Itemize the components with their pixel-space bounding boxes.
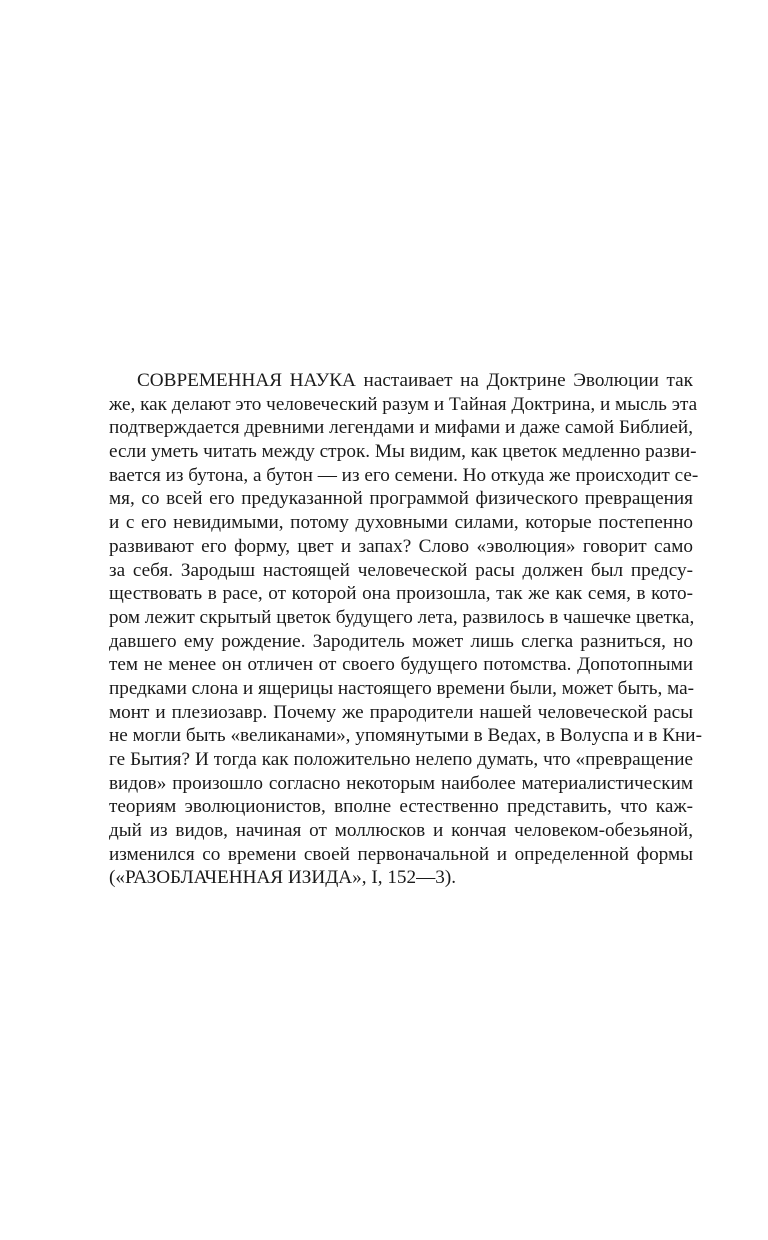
text-line: развивают его форму, цвет и запах? Слово «эволюция» говорит само xyxy=(109,535,693,557)
text-line: предками слона и ящерицы настоящего времени были, может быть, ма- xyxy=(109,677,694,699)
text-line: если уметь читать между строк. Мы видим, как цветок медленно разви- xyxy=(109,441,697,463)
text-line: ром лежит скрытый цветок будущего лета, развилось в чашечке цветка, xyxy=(109,606,695,628)
text-line: за себя. Зародыш настоящей человеческой расы должен был предсу- xyxy=(109,559,693,581)
text-line: изменился со времени своей первоначальной и определенной формы xyxy=(109,843,693,865)
text-line: подтверждается древними легендами и мифами и даже самой Библией, xyxy=(109,417,693,439)
text-line: СОВРЕМЕННАЯ НАУКА настаивает на Доктрине Эволюции так xyxy=(137,370,693,391)
text-line: видов» произошло согласно некоторым наиболее материалистическим xyxy=(109,772,693,794)
text-line: вается из бутона, а бутон — из его семени. Но откуда же происходит се- xyxy=(109,464,699,486)
text-line: мя, со всей его предуказанной программой физического превращения xyxy=(109,488,693,510)
text-line: ществовать в расе, от которой она произошла, так же как семя, в кото- xyxy=(109,583,693,605)
text-line: тем не менее он отличен от своего будущего потомства. Допотопными xyxy=(109,654,693,676)
text-line: и с его невидимыми, потому духовными силами, которые постепенно xyxy=(109,512,693,534)
text-line: же, как делают это человеческий разум и Тайная Доктрина, и мысль эта xyxy=(109,393,698,415)
text-line-citation: («РАЗОБЛАЧЕННАЯ ИЗИДА», I, 152—3). xyxy=(109,867,457,889)
text-line: дый из видов, начиная от моллюсков и кончая человеком-обезьяной, xyxy=(109,820,693,842)
body-paragraph xyxy=(109,369,702,890)
text-line: не могли быть «великанами», упомянутыми в Ведах, в Волуспа и в Кни- xyxy=(109,725,702,747)
text-line: теориям эволюционистов, вполне естественно представить, что каж- xyxy=(109,796,693,818)
text-line: монт и плезиозавр. Почему же прародители нашей человеческой расы xyxy=(109,701,693,723)
text-line: ге Бытия? И тогда как положительно нелепо думать, что «превращение xyxy=(109,749,693,770)
text-line: давшего ему рождение. Зародитель может лишь слегка разниться, но xyxy=(109,630,693,652)
